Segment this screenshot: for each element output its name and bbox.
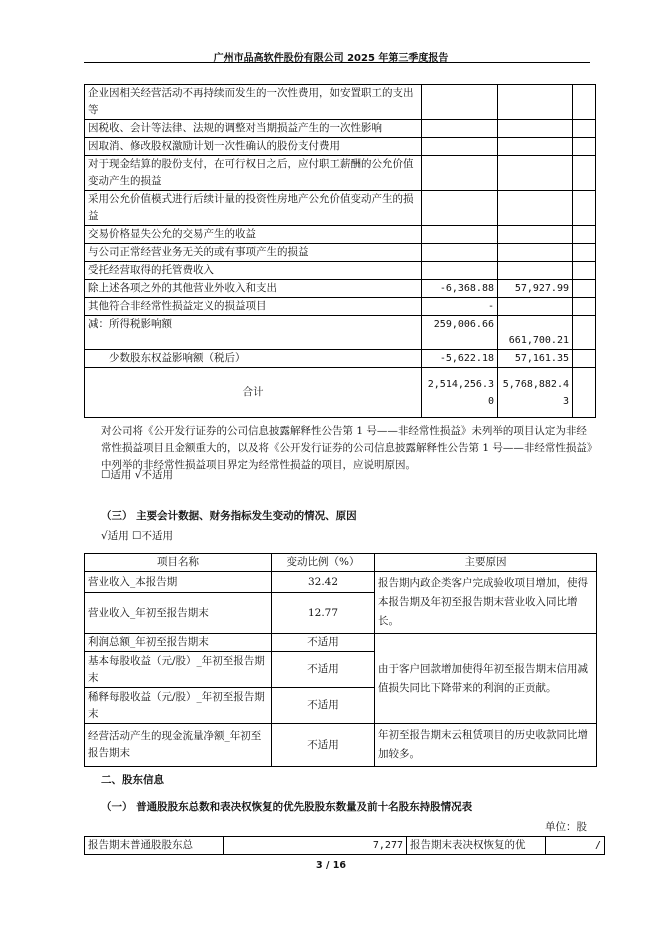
row-ytd: 57,161.35 — [498, 350, 573, 368]
row-current: 259,006.66 — [422, 316, 498, 350]
change-ratio: 不适用 — [272, 688, 375, 724]
header-rule — [84, 62, 590, 63]
row-note — [573, 298, 596, 316]
page-number: 3 / 16 — [316, 860, 346, 871]
shareholders-title: 二、股东信息 — [101, 774, 164, 786]
row-note — [573, 226, 596, 244]
row-current — [422, 120, 498, 138]
row-note — [573, 350, 596, 368]
table-row — [85, 244, 596, 262]
table-header-row — [85, 554, 597, 572]
change-ratio: 不适用 — [272, 634, 375, 652]
change-reason: 由于客户回款增加使得年初至报告期末信用减值损失同比下降带来的利润的正贡献。 — [375, 634, 597, 724]
row-note — [573, 244, 596, 262]
row-note — [573, 316, 596, 350]
row-item: 与公司正常经营业务无关的或有事项产生的损益 — [85, 244, 422, 262]
row-item: 受托经营取得的托管费收入 — [85, 262, 422, 280]
change-reason: 年初至报告期末云租赁项目的历史收款同比增加较多。 — [375, 724, 597, 767]
row-item: 对于现金结算的股份支付，在可行权日之后，应付职工薪酬的公允价值变动产生的损益 — [85, 156, 422, 191]
row-item: 因取消、修改股权激励计划一次性确认的股份支付费用 — [85, 138, 422, 156]
row-ytd — [498, 191, 573, 226]
unit-label: 单位：股 — [545, 821, 587, 833]
table-row — [85, 226, 596, 244]
row-note — [573, 85, 596, 120]
change-item: 营业收入_年初至报告期末 — [85, 593, 272, 634]
row-current: -6,368.88 — [422, 280, 498, 298]
row-ytd — [498, 298, 573, 316]
row-note — [573, 280, 596, 298]
row-note — [573, 368, 596, 418]
table-row — [85, 262, 596, 280]
row-current — [422, 191, 498, 226]
row-ytd — [498, 156, 573, 191]
table-row — [85, 634, 597, 652]
section3-applicability: √适用 ☐不适用 — [101, 530, 173, 542]
change-reason: 报告期内政企类客户完成验收项目增加，使得本报告期及年初至报告期末营业收入同比增长。 — [375, 572, 597, 634]
row-ytd: 661,700.21 — [498, 316, 573, 350]
row-item: 企业因相关经营活动不再持续而发生的一次性费用，如安置职工的支出等 — [85, 85, 422, 120]
table-row — [85, 156, 596, 191]
row-note — [573, 156, 596, 191]
row-current — [422, 226, 498, 244]
change-item: 经营活动产生的现金流量净额_年初至报告期末 — [85, 724, 272, 767]
table-row — [85, 120, 596, 138]
table-row — [85, 85, 596, 120]
row-current: - — [422, 298, 498, 316]
table-row — [85, 138, 596, 156]
row-ytd: 57,927.99 — [498, 280, 573, 298]
row-ytd — [498, 85, 573, 120]
table-row — [85, 191, 596, 226]
row-current — [422, 156, 498, 191]
change-item: 利润总额_年初至报告期末 — [85, 634, 272, 652]
row-item: 少数股东权益影响额（税后） — [85, 350, 422, 368]
table-row — [85, 572, 597, 593]
row-ytd — [498, 226, 573, 244]
shareholders-table — [84, 836, 605, 855]
table-row-total — [85, 368, 596, 418]
row-current — [422, 244, 498, 262]
note-applicability: ☐适用 √不适用 — [101, 469, 173, 481]
preferred-shareholders-value: / — [546, 837, 605, 855]
table-row — [85, 298, 596, 316]
change-ratio: 32.42 — [272, 572, 375, 593]
total-ytd: 5,768,882.43 — [498, 368, 573, 418]
table-row — [85, 837, 605, 855]
change-ratio: 不适用 — [272, 724, 375, 767]
row-item: 因税收、会计等法律、法规的调整对当期损益产生的一次性影响 — [85, 120, 422, 138]
row-current: -5,622.18 — [422, 350, 498, 368]
total-current: 2,514,256.30 — [422, 368, 498, 418]
row-current — [422, 262, 498, 280]
row-note — [573, 262, 596, 280]
row-ytd — [498, 244, 573, 262]
row-ytd — [498, 262, 573, 280]
section3-title: （三） 主要会计数据、财务指标发生变动的情况、原因 — [101, 510, 357, 522]
col-header-ratio: 变动比例（%） — [272, 554, 375, 572]
page-header-title: 广州市品高软件股份有限公司 2025 年第三季度报告 — [213, 53, 449, 64]
col-header-reason: 主要原因 — [375, 554, 597, 572]
table-row — [85, 724, 597, 767]
row-item: 采用公允价值模式进行后续计量的投资性房地产公允价值变动产生的损益 — [85, 191, 422, 226]
change-item: 基本每股收益（元/股）_年初至报告期末 — [85, 652, 272, 688]
row-item: 其他符合非经常性损益定义的损益项目 — [85, 298, 422, 316]
row-note — [573, 191, 596, 226]
common-shareholders-value: 7,277 — [224, 837, 407, 855]
row-note — [573, 120, 596, 138]
row-item: 交易价格显失公允的交易产生的收益 — [85, 226, 422, 244]
common-shareholders-label: 报告期末普通股股东总 — [85, 837, 224, 855]
change-item: 营业收入_本报告期 — [85, 572, 272, 593]
shareholders-subtitle: （一） 普通股股东总数和表决权恢复的优先股股东数量及前十名股东持股情况表 — [101, 801, 473, 813]
row-current — [422, 138, 498, 156]
table-row — [85, 316, 596, 350]
col-header-item: 项目名称 — [85, 554, 272, 572]
change-ratio: 不适用 — [272, 652, 375, 688]
nonrecurring-table — [84, 84, 596, 418]
change-ratio: 12.77 — [272, 593, 375, 634]
row-item: 除上述各项之外的其他营业外收入和支出 — [85, 280, 422, 298]
row-item: 减：所得税影响额 — [85, 316, 422, 350]
table-row — [85, 350, 596, 368]
preferred-shareholders-label: 报告期末表决权恢复的优 — [407, 837, 546, 855]
nonrecurring-note: 对公司将《公开发行证券的公司信息披露解释性公告第 1 号——非经常性损益》未列举的项目认定为非经常性损益项目且金额重大的，以及将《公开发行证券的公司信息披露解释性公告第 1 号——非经常性损益》中列举的非经常性损益项目界定为经常性损益的项目，应说明原因。 — [101, 425, 593, 471]
table-row — [85, 280, 596, 298]
changes-table — [84, 553, 597, 767]
row-ytd — [498, 138, 573, 156]
total-label: 合计 — [85, 368, 422, 418]
row-ytd — [498, 120, 573, 138]
change-item: 稀释每股收益（元/股）_年初至报告期末 — [85, 688, 272, 724]
row-current — [422, 85, 498, 120]
row-note — [573, 138, 596, 156]
